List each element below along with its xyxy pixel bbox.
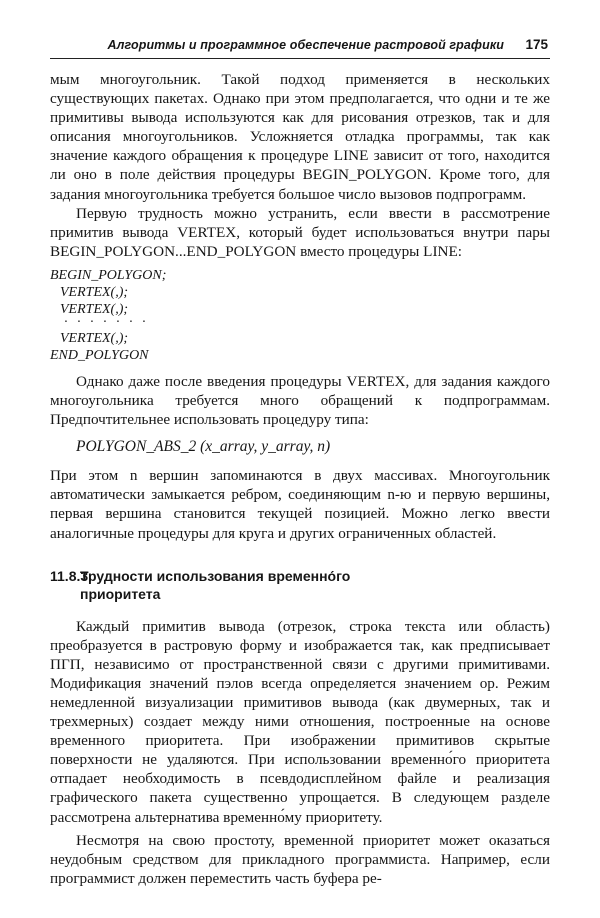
section-heading bbox=[50, 567, 550, 603]
code-line: VERTEX(,); bbox=[60, 330, 129, 346]
code-line: VERTEX(,); bbox=[60, 284, 129, 300]
running-head-title: Алгоритмы и программное обеспечение растровой графики bbox=[107, 38, 504, 52]
paragraph-2: Первую трудность можно устранить, если ввести в рассмотрение примитив вывода VERTEX, который будет использоваться внутри пары BEGIN_POLYGON...END_POLYGON вместо процедуры LINE: bbox=[50, 204, 550, 260]
page-number: 175 bbox=[525, 37, 548, 52]
code-line: BEGIN_POLYGON; bbox=[50, 267, 167, 283]
paragraph-5: Каждый примитив вывода (отрезок, строка текста или область) преобразуется в растровую форму и изображается так, как предписывает ПГП, независимо от пространственной связи с другими примитивами. Модификация значений пэлов всегда определяется значением op. Режим немедленной визуализации примитивов вывода (как двумерных, так и трехмерных) создает между ними отношения, построенные на основе временного приоритета. При изображении примитивов скрытые поверхности не удаляются. При использовании временно́го приоритета отпадает необходимость в псевдодисплейном файле и реализация графического пакета существенно упрощается. В следующем разделе рассмотрена альтернатива временно́му приоритету. bbox=[50, 617, 550, 826]
running-head bbox=[50, 36, 550, 59]
section-title-line1: Трудности использования временно́го bbox=[80, 567, 351, 584]
paragraph-3: Однако даже после введения процедуры VERTEX, для задания каждого многоугольника требуется много обращений к подпрограммам. Предпочтительнее использовать процедуру типа: bbox=[50, 372, 550, 429]
book-page bbox=[50, 0, 550, 918]
section-number: 11.8.3. bbox=[50, 567, 93, 584]
formula: POLYGON_ABS_2 (x_array, y_array, n) bbox=[76, 438, 331, 456]
paragraph-1: мым многоугольник. Такой подход применяется в нескольких существующих пакетах. Однако при этом предполагается, что одни и те же примитивы вывода используются как для рисования отрезков, так и для описания многоугольников. Усложняется отладка программы, так как значение каждого обращения к процедуре LINE зависит от того, находится ли оно в поле действия процедуры BEGIN_POLYGON. Кроме того, для задания многоугольника требуется большое число вызовов подпрограмм. bbox=[50, 71, 550, 203]
code-line: VERTEX(,); bbox=[60, 301, 129, 317]
code-line: END_POLYGON bbox=[50, 347, 149, 363]
section-title-line2: приоритета bbox=[80, 585, 161, 602]
paragraph-6: Несмотря на свою простоту, временной приоритет может оказаться неудобным средством для прикладного программиста. Например, если программист должен переместить часть буфера ре- bbox=[50, 831, 550, 887]
code-block bbox=[50, 267, 550, 364]
paragraph-4: При этом n вершин запоминаются в двух массивах. Многоугольник автоматически замыкается ребром, соединяющим n-ю и первую вершины, первая вершина становится текущей позицией. Можно легко ввести аналогичные процедуры для круга и других ограниченных областей. bbox=[50, 467, 550, 542]
code-ellipsis: · · · · · · · bbox=[64, 314, 149, 330]
page-body bbox=[50, 70, 550, 888]
